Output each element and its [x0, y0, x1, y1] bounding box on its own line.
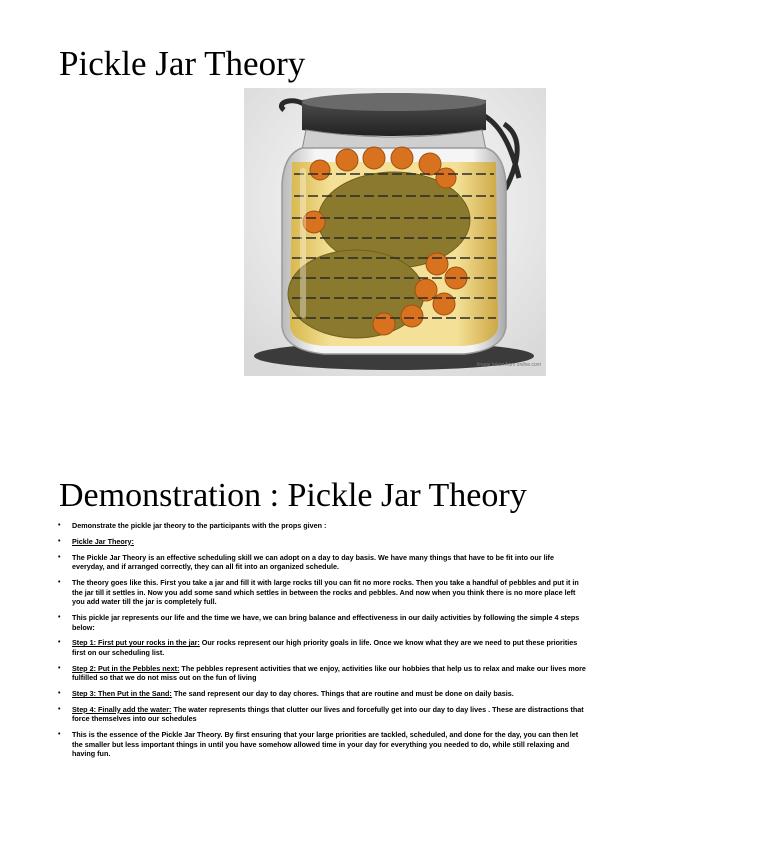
bullet-text: The pebbles represent activities that we enjoy, activities like our hobbies that help us to relax and make our lives more fulfilled so that we do not miss out on the fun of living	[72, 663, 586, 683]
pebble	[436, 168, 456, 188]
bullet-item	[58, 730, 588, 759]
glass-highlight	[300, 168, 306, 318]
bullet-item	[58, 664, 588, 683]
bullet-text: This pickle jar represents our life and the time we have, we can bring balance and effectiveness in our daily activities by following the simple 4 steps below:	[72, 612, 580, 632]
bullet-heading: Step 1: First put your rocks in the jar:	[72, 638, 200, 648]
pebble	[391, 147, 413, 169]
pebble	[303, 211, 325, 233]
pebble	[401, 305, 423, 327]
pebble	[373, 313, 395, 335]
pickle-jar-illustration	[244, 88, 546, 376]
image-caption: Image taken from online.com	[476, 362, 541, 368]
pebble	[426, 253, 448, 275]
bullet-item	[58, 553, 588, 572]
bullet-item	[58, 613, 588, 632]
bullet-item	[58, 537, 588, 547]
section-title: Demonstration : Pickle Jar Theory	[59, 477, 527, 514]
bullet-text: The water represents things that clutter our lives and forcefully get into our day to day lives . These are distractions that force themselves into our schedules	[72, 704, 584, 724]
bullet-text: Our rocks represent our high priority goals in life. Once we know what they are we need to put these priorities first on our scheduling list.	[72, 638, 578, 657]
pebble	[336, 149, 358, 171]
lid-top	[302, 93, 486, 111]
pickle-jar-image	[244, 88, 546, 376]
bullet-text: This is the essence of the Pickle Jar Theory. By first ensuring that your large priorities are tackled, scheduled, and done for the day, you can then let the smaller but less important things in until you have somehow allowed time in your day for everything you needed to do, while still relaxing and having fun.	[72, 730, 579, 759]
bullet-text: The theory goes like this. First you take a jar and fill it with large rocks till you can fit no more rocks. Then you take a handful of pebbles and put it in the jar till it settles in. Now you add some sand which settles in between the rocks and pebbles. And now when you think there is no more place left you add water till the jar is completely full.	[72, 577, 579, 607]
bullet-heading: Pickle Jar Theory:	[72, 536, 134, 546]
pebble	[433, 293, 455, 315]
bullet-list	[58, 521, 588, 765]
bullet-item	[58, 521, 588, 531]
bullet-item	[58, 638, 588, 657]
bullet-text: The sand represent our day to day chores. Things that are routine and must be done on daily basis.	[171, 689, 514, 699]
bullet-item	[58, 578, 588, 607]
bullet-heading: Step 2: Put in the Pebbles next:	[72, 663, 180, 673]
bullet-item	[58, 689, 588, 699]
bullet-text: Demonstrate the pickle jar theory to the participants with the props given :	[72, 521, 327, 530]
pebble	[310, 160, 330, 180]
bullet-heading: Step 4: Finally add the water:	[72, 704, 172, 714]
pebble	[363, 147, 385, 169]
bullet-item	[58, 705, 588, 724]
bullet-text: The Pickle Jar Theory is an effective scheduling skill we can adopt on a day to day basis. We have many things that have to be fit into our life everyday, and if arranged correctly, they can all fit into an organized schedule.	[72, 552, 554, 572]
bullet-heading: Step 3: Then Put in the Sand:	[72, 689, 172, 699]
rock-lower	[288, 250, 424, 338]
page-title: Pickle Jar Theory	[59, 44, 306, 83]
